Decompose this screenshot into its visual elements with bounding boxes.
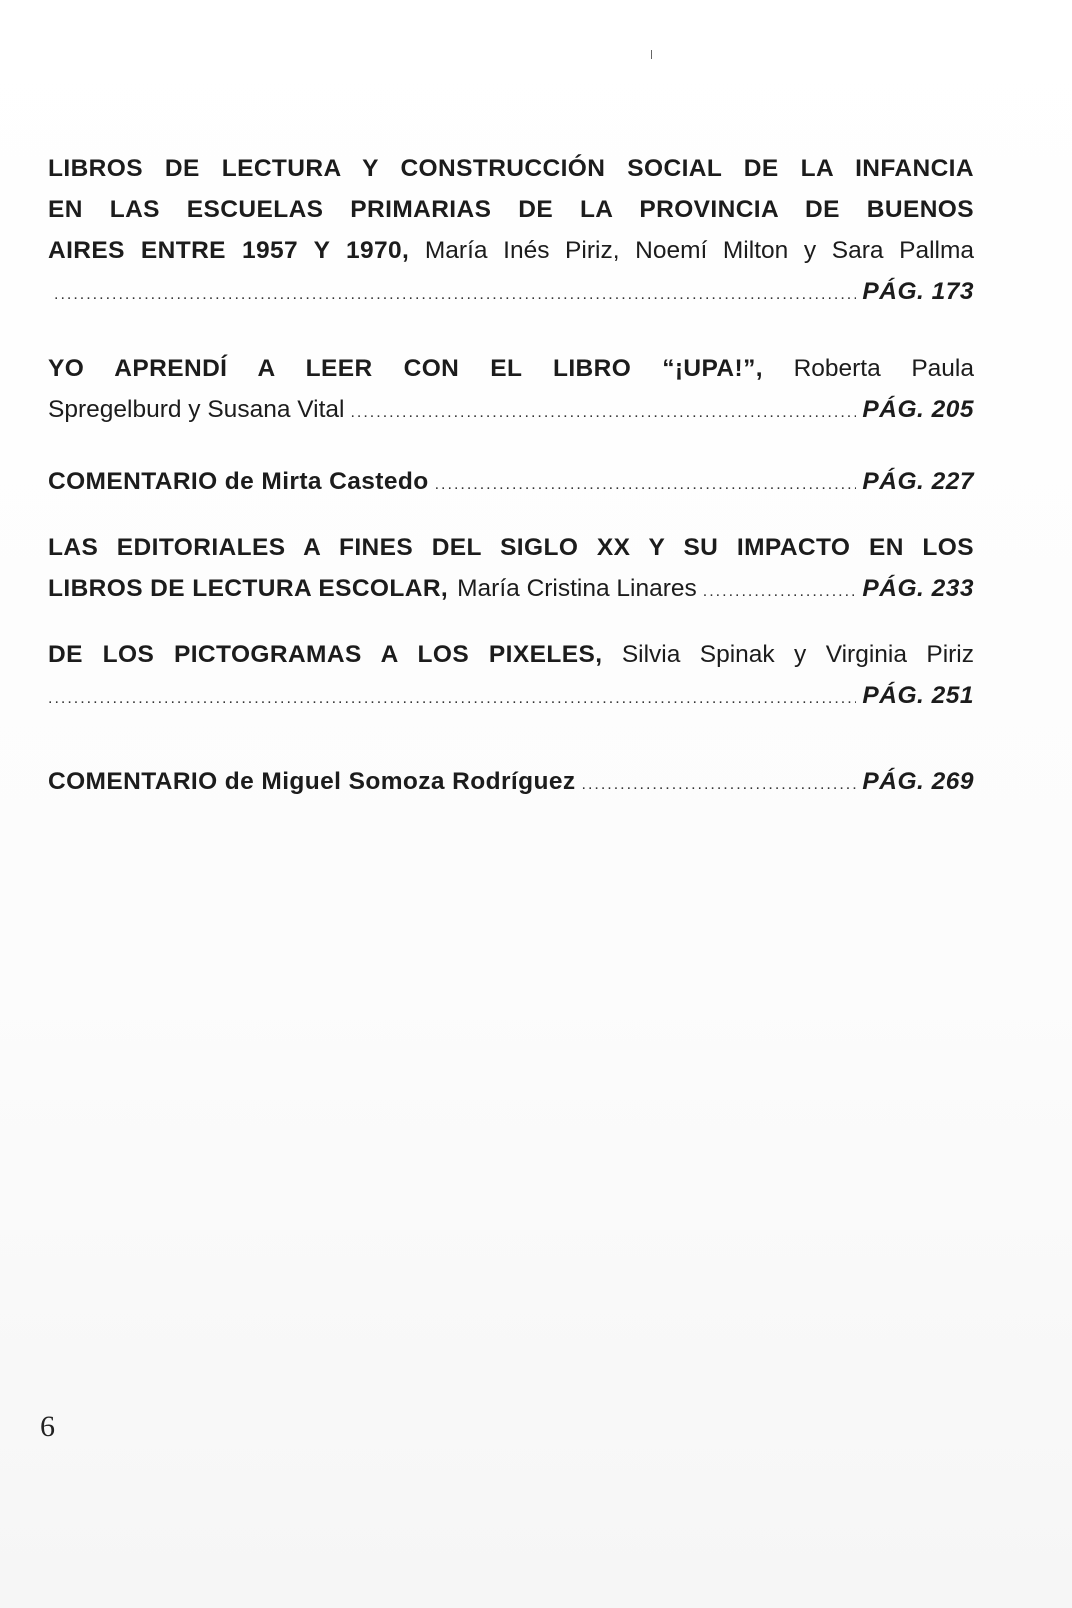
dot-leader bbox=[48, 678, 856, 719]
entry-authors: Roberta Paula bbox=[793, 355, 974, 382]
toc-entry bbox=[48, 148, 974, 315]
entry-page: PÁG. 205 bbox=[862, 396, 974, 423]
dot-leader bbox=[350, 392, 856, 433]
dot-leader bbox=[582, 764, 857, 805]
show-through-text bbox=[30, 830, 39, 861]
entry-page-row bbox=[48, 271, 974, 315]
entry-page-row bbox=[48, 461, 974, 505]
dot-leader bbox=[435, 464, 857, 505]
entry-page-row bbox=[48, 568, 974, 612]
entry-page: PÁG. 251 bbox=[862, 682, 974, 709]
dot-leader bbox=[703, 571, 857, 612]
toc-entry bbox=[48, 761, 974, 805]
entry-page-row bbox=[48, 389, 974, 433]
entry-title-line: AIRES ENTRE 1957 Y 1970, bbox=[48, 237, 410, 264]
entry-page-row bbox=[48, 675, 974, 719]
entry-title-line: COMENTARIO de Miguel Somoza Rodríguez bbox=[48, 768, 576, 795]
entry-title-authors-line bbox=[48, 348, 974, 389]
entry-authors: Silvia Spinak y Virginia Piriz bbox=[621, 641, 974, 668]
entry-authors: María Inés Piriz, Noemí Milton y Sara Pallma bbox=[424, 237, 974, 264]
page-mark bbox=[651, 50, 652, 59]
dot-leader bbox=[54, 274, 856, 315]
entry-page: PÁG. 233 bbox=[862, 575, 974, 602]
table-of-contents bbox=[48, 148, 974, 805]
entry-title-line: LIBROS DE LECTURA ESCOLAR, bbox=[48, 575, 449, 602]
entry-title-line: YO APRENDÍ A LEER CON EL LIBRO “¡UPA!”, bbox=[48, 355, 763, 382]
entry-title-line: EN LAS ESCUELAS PRIMARIAS DE LA PROVINCIA DE BUENOS bbox=[48, 196, 974, 223]
toc-entry bbox=[48, 348, 974, 433]
entry-title-authors-line bbox=[48, 634, 974, 675]
entry-authors: Spregelburd y Susana Vital bbox=[48, 396, 345, 423]
toc-entry bbox=[48, 527, 974, 612]
entry-page: PÁG. 227 bbox=[862, 468, 974, 495]
entry-title-authors-line bbox=[48, 230, 974, 271]
entry-title-line: DE LOS PICTOGRAMAS A LOS PIXELES, bbox=[48, 641, 603, 668]
entry-page-row bbox=[48, 761, 974, 805]
entry-title-line: LIBROS DE LECTURA Y CONSTRUCCIÓN SOCIAL DE LA INFANCIA bbox=[48, 155, 974, 182]
toc-entry bbox=[48, 461, 974, 505]
entry-page: PÁG. 269 bbox=[862, 768, 974, 795]
entry-title-line: COMENTARIO de Mirta Castedo bbox=[48, 468, 429, 495]
entry-page: PÁG. 173 bbox=[862, 278, 974, 305]
entry-title-line: LAS EDITORIALES A FINES DEL SIGLO XX Y SU IMPACTO EN LOS bbox=[48, 534, 974, 561]
toc-entry bbox=[48, 634, 974, 719]
entry-authors: María Cristina Linares bbox=[457, 575, 697, 602]
page-number: 6 bbox=[40, 1410, 55, 1443]
